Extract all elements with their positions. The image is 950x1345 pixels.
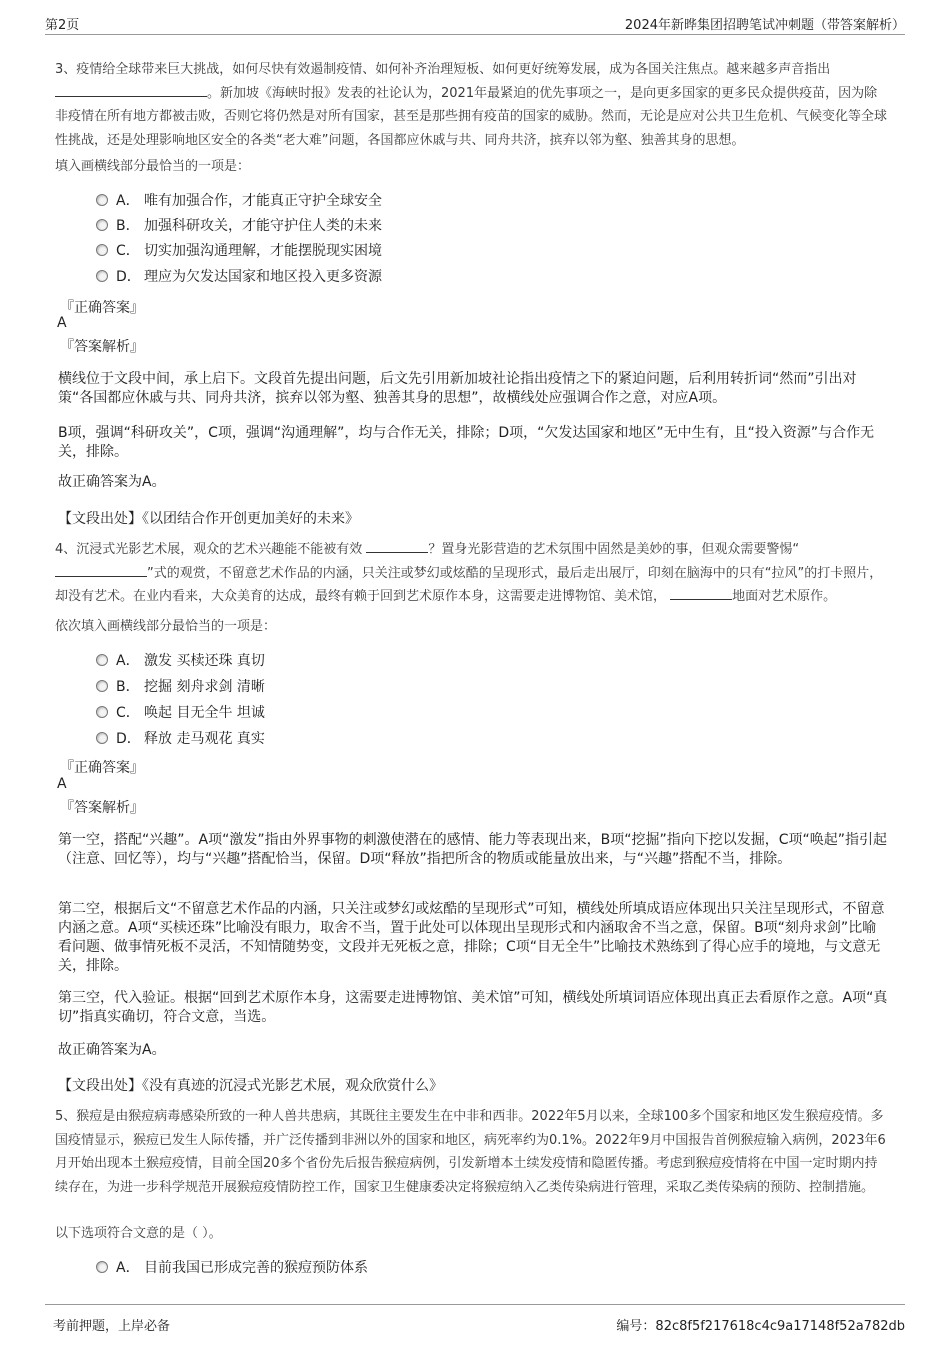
radio-icon[interactable]: [96, 654, 108, 666]
q3-answer-tag: 『正确答案』: [60, 300, 144, 316]
q4-answer: A: [57, 776, 67, 792]
radio-icon[interactable]: [96, 680, 108, 692]
page-footer: [45, 1304, 905, 1333]
q3-option-a[interactable]: A． 唯有加强合作，才能真正守护全球安全: [96, 190, 382, 212]
q4-option-b[interactable]: B． 挖掘 刻舟求剑 清晰: [96, 676, 265, 698]
q3-analysis-tag: 『答案解析』: [60, 339, 144, 355]
radio-icon[interactable]: [96, 219, 108, 231]
q4-analysis-4: 故正确答案为A。: [58, 1042, 166, 1058]
q4-answer-tag: 『正确答案』: [60, 760, 144, 776]
q4-passage-part-c: ”式的观赏，不留意艺术作品的内涵，只关注或梦幻或炫酷的呈现形式，最后走出展厅，印刻在脑海中的只有“拉风”的打卡照片，却没有艺术。在业内看来，大众美育的达成，最终有赖于回到艺术原作本身，这需要走进博物馆、美术馆，: [55, 565, 883, 604]
q3-analysis-2: B项，强调“科研攻关”，C项，强调“沟通理解”，均与合作无关，排除；D项，“欠发达国家和地区”无中生有，且“投入资源”与合作无关，排除。: [58, 425, 875, 460]
q3-analysis-1: 横线位于文段中间，承上启下。文段首先提出问题，后文先引用新加坡社论指出疫情之下的紧迫问题，后利用转折词“然而”引出对策“各国都应休戚与共、同舟共济，摈弃以邻为壑、独善其身的思想”，故横线处应强调合作之意，对应A项。: [58, 371, 857, 406]
q4-analysis-2: 第二空，根据后文“不留意艺术作品的内涵，只关注或梦幻或炫酷的呈现形式”可知，横线处所填成语应体现出只关注呈现形式，不留意内涵之意。A项“买椟还珠”比喻没有眼力，取舍不当，置于此处可以体现出呈现形式和内涵取舍不当之意，保留。B项“刻舟求剑”比喻看问题、做事情死板不灵活，不知情随势变，文段并无死板之意，排除；C项“目无全牛”比喻技术熟练到了得心应手的境地，与文意无关，排除。: [58, 901, 885, 974]
q4-passage: [55, 538, 887, 609]
q3-passage: [55, 58, 887, 152]
q3-option-b[interactable]: B． 加强科研攻关，才能守护住人类的未来: [96, 215, 382, 237]
q4-source: 【文段出处】《没有真迹的沉浸式光影艺术展，观众欣赏什么》: [58, 1078, 443, 1094]
q3-blank: [55, 82, 207, 97]
q4-passage-part-d: 地面对艺术原作。: [732, 589, 837, 604]
radio-icon[interactable]: [96, 194, 108, 206]
q4-option-c[interactable]: C． 唤起 目无全牛 坦诚: [96, 702, 265, 724]
q3-prompt: 填入画横线部分最恰当的一项是：: [55, 159, 251, 174]
q3-passage-part-a: 3、疫情给全球带来巨大挑战，如何尽快有效遏制疫情、如何补齐治理短板、如何更好统筹发展，成为各国关注焦点。越来越多声音指出: [55, 62, 831, 77]
q4-prompt: 依次填入画横线部分最恰当的一项是：: [55, 619, 277, 634]
q5-option-a[interactable]: A． 目前我国已形成完善的猴痘预防体系: [96, 1257, 368, 1279]
page-number: 第2页: [45, 18, 80, 33]
document-title: 2024年新晔集团招聘笔试冲刺题（带答案解析）: [624, 18, 905, 33]
q4-option-d[interactable]: D． 释放 走马观花 真实: [96, 728, 265, 750]
q4-analysis-3: 第三空，代入验证。根据“回到艺术原作本身，这需要走进博物馆、美术馆”可知，横线处所填词语应体现出真正去看原作之意。A项“真切”指真实确切，符合文意，当选。: [58, 990, 888, 1025]
radio-icon[interactable]: [96, 244, 108, 256]
q5-prompt: 以下选项符合文意的是（ ）。: [55, 1226, 222, 1241]
q3-option-c[interactable]: C． 切实加强沟通理解，才能摆脱现实困境: [96, 240, 382, 262]
q3-answer: A: [57, 315, 67, 331]
q3-passage-part-b: 。新加坡《海峡时报》发表的社论认为，2021年最紧迫的优先事项之一，是向更多国家的更多民众提供疫苗，因为除非疫情在所有地方都被击败，否则它将仍然是对所有国家，甚至是那些拥有疫苗的国家的威胁。然而，无论是应对公共卫生危机、气候变化等全球性挑战，还是处理影响地区安全的各类“老大难”问题，各国都应休戚与共、同舟共济，摈弃以邻为壑、独善其身的思想。: [55, 85, 888, 148]
q4-blank-2: [55, 562, 147, 577]
radio-icon[interactable]: [96, 706, 108, 718]
q4-blank-1: [366, 538, 428, 553]
q3-analysis-3: 故正确答案为A。: [58, 474, 166, 490]
q4-analysis-tag: 『答案解析』: [60, 800, 144, 816]
q3-option-d[interactable]: D． 理应为欠发达国家和地区投入更多资源: [96, 266, 382, 288]
document-serial: 编号：82c8f5f217618c4c9a17148f52a782db: [616, 1319, 905, 1334]
q4-analysis-1: 第一空，搭配“兴趣”。A项“激发”指由外界事物的刺激使潜在的感情、能力等表现出来，B项“挖掘”指向下挖以发掘，C项“唤起”指引起（注意、回忆等），均与“兴趣”搭配恰当，保留。D项“释放”指把所含的物质或能量放出来，与“兴趣”搭配不当，排除。: [58, 832, 887, 867]
q3-source: 【文段出处】《以团结合作开创更加美好的未来》: [58, 511, 359, 527]
radio-icon[interactable]: [96, 732, 108, 744]
radio-icon[interactable]: [96, 1261, 108, 1273]
q5-passage: 5、猴痘是由猴痘病毒感染所致的一种人兽共患病，其既往主要发生在中非和西非。2022年5月以来，全球100多个国家和地区发生猴痘疫情。多国疫情显示，猴痘已发生人际传播，并广泛传播到非洲以外的国家和地区，病死率约为0.1%。2022年9月中国报告首例猴痘输入病例，2023年6月开始出现本土猴痘疫情，目前全国20多个省份先后报告猴痘病例，引发新增本土续发疫情和隐匿传播。考虑到猴痘疫情将在中国一定时期内持续存在，为进一步科学规范开展猴痘疫情防控工作，国家卫生健康委决定将猴痘纳入乙类传染病进行管理，采取乙类传染病的预防、控制措施。: [55, 1109, 886, 1195]
q4-passage-part-b: ？置身光影营造的艺术氛围中固然是美妙的事，但观众需要警惕“: [428, 542, 800, 557]
q4-option-a[interactable]: A． 激发 买椟还珠 真切: [96, 650, 265, 672]
page-header: [45, 12, 905, 35]
footer-slogan: 考前押题，上岸必备: [53, 1319, 171, 1334]
radio-icon[interactable]: [96, 270, 108, 282]
q4-passage-part-a: 4、沉浸式光影艺术展，观众的艺术兴趣能不能被有效: [55, 542, 363, 557]
q4-blank-3: [670, 585, 732, 600]
